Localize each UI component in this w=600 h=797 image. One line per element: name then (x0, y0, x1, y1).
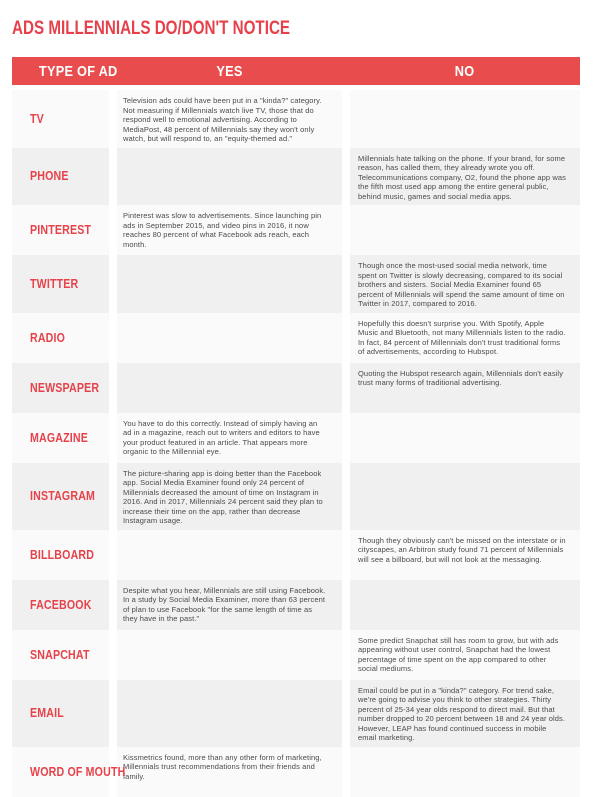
ad-type-label: TWITTER (30, 276, 79, 291)
ad-type-label: RADIO (30, 330, 66, 345)
table-row (12, 313, 580, 363)
table-row (12, 255, 580, 313)
ad-type-label: WORD OF MOUTH (30, 764, 126, 779)
table-row (12, 148, 580, 206)
no-cell: Though they obviously can't be missed on the interstate or in cityscapes, an Arbitron study found 71 percent of Millennials will see a billboard, but will not look at the messaging. (350, 530, 580, 580)
column-header-no: NO (455, 62, 475, 80)
table-row (12, 90, 580, 148)
table-row (12, 580, 580, 630)
yes-cell: The picture-sharing app is doing better than the Facebook app. Social Media Examiner found only 24 percent of Millennials decreased the amount of time on Instagram in 2016. And in 2017, Millennials 24 percent said they plan to increase their time on the app, rather than decrease Instagram usage. (117, 463, 342, 530)
ad-type-label: SNAPCHAT (30, 647, 90, 662)
ad-type-label: BILLBOARD (30, 547, 95, 562)
yes-cell: You have to do this correctly. Instead of simply having an ad in a magazine, reach out to writers and editors to have your product featured in an article. That appears more organic to the Millennial eye. (117, 413, 342, 463)
yes-cell (117, 148, 342, 206)
no-cell (350, 413, 580, 463)
ad-type-cell (12, 630, 109, 680)
ad-type-label: TV (30, 111, 44, 126)
yes-cell: Television ads could have been put in a "kinda?" category. Not measuring if Millennials watch live TV, those that do respond well to emotional advertising. According to MediaPost, 48 percent of Millennials say they won't only watch, but will respond to, an "equity-themed ad." (117, 90, 342, 148)
table-row (12, 413, 580, 463)
no-cell (350, 747, 580, 797)
ad-type-cell (12, 580, 109, 630)
ad-type-cell (12, 747, 126, 797)
ad-type-cell (12, 680, 109, 747)
ad-type-label: PHONE (30, 169, 69, 184)
no-cell: Email could be put in a "kinda?" category. For trend sake, we're going to advise you think to other strategies. Thirty percent of 25-34 year olds respond to direct mail. But that number dropped to 20 percent between 18 and 24 year olds. However, LEAP has found continued success in mobile email marketing. (350, 680, 580, 747)
ad-type-cell (12, 255, 109, 313)
no-cell: Millennials hate talking on the phone. If your brand, for some reason, has called them, they already wrote you off. Telecommunications company, O2, found the phone app was the fifth most used app among the entire general public, behind music, games and social media apps. (350, 148, 580, 206)
no-cell (350, 580, 580, 630)
yes-cell: Kissmetrics found, more than any other form of marketing, Millennials trust recommendations from their friends and family. (117, 747, 342, 797)
no-cell: Hopefully this doesn't surprise you. With Spotify, Apple Music and Bluetooth, not many Millennials listen to the radio. In fact, 84 percent of Millennials don't trust traditional forms of advertisements, according to Hubspot. (350, 313, 580, 363)
ad-type-cell (12, 413, 109, 463)
ad-type-cell (12, 205, 109, 255)
column-header-yes: YES (216, 62, 243, 80)
yes-cell (117, 630, 342, 680)
table-row (12, 363, 580, 413)
table-row (12, 680, 580, 747)
ad-type-label: MAGAZINE (30, 430, 89, 445)
page-title: ADS MILLENNIALS DO/DON'T NOTICE (12, 18, 291, 39)
table-row (12, 530, 580, 580)
no-cell: Though once the most-used social media network, time spent on Twitter is slowly decreasing, compared to its social brothers and sisters. Social Media Examiner found 65 percent of Millennials will spend the same amount of time on Twitter in 2017, compared to 2016. (350, 255, 580, 313)
ad-type-cell (12, 313, 109, 363)
yes-cell (117, 363, 342, 413)
ad-type-label: PINTEREST (30, 223, 92, 237)
ad-type-label: FACEBOOK (30, 597, 92, 612)
no-cell: Some predict Snapchat still has room to grow, but with ads appearing without user control, Snapchat had the lowest percentage of time spent on the app compared to other social mediums. (350, 630, 580, 680)
ad-type-label: EMAIL (30, 706, 64, 720)
no-cell: Quoting the Hubspot research again, Millennials don't easily trust many forms of traditional advertising. (350, 363, 580, 413)
yes-cell: Despite what you hear, Millennials are still using Facebook. In a study by Social Media Examiner, more than 63 percent of plan to use Facebook "for the same length of time as they have in the past." (117, 580, 342, 630)
ad-type-cell (12, 90, 109, 148)
yes-cell (117, 680, 342, 747)
table-row (12, 205, 580, 255)
column-header-type-of-ad: TYPE OF AD (39, 62, 118, 80)
ad-type-label: NEWSPAPER (30, 380, 100, 395)
ad-type-cell (12, 463, 109, 530)
ad-type-cell (12, 363, 109, 413)
table-row (12, 630, 580, 680)
no-cell (350, 90, 580, 148)
yes-cell: Pinterest was slow to advertisements. Since launching pin ads in September 2015, and video pins in 2016, it now reaches 80 percent of what Facebook ads reach, each month. (117, 205, 342, 255)
table-row (12, 747, 580, 797)
ad-type-cell (12, 530, 109, 580)
table-row (12, 463, 580, 530)
table-body (12, 90, 580, 797)
ad-type-label: INSTAGRAM (30, 489, 96, 503)
yes-cell (117, 255, 342, 313)
yes-cell (117, 313, 342, 363)
ad-type-cell (12, 148, 109, 206)
no-cell (350, 205, 580, 255)
table-header-bar (12, 57, 580, 85)
ads-table (12, 57, 580, 797)
no-cell (350, 463, 580, 530)
yes-cell (117, 530, 342, 580)
